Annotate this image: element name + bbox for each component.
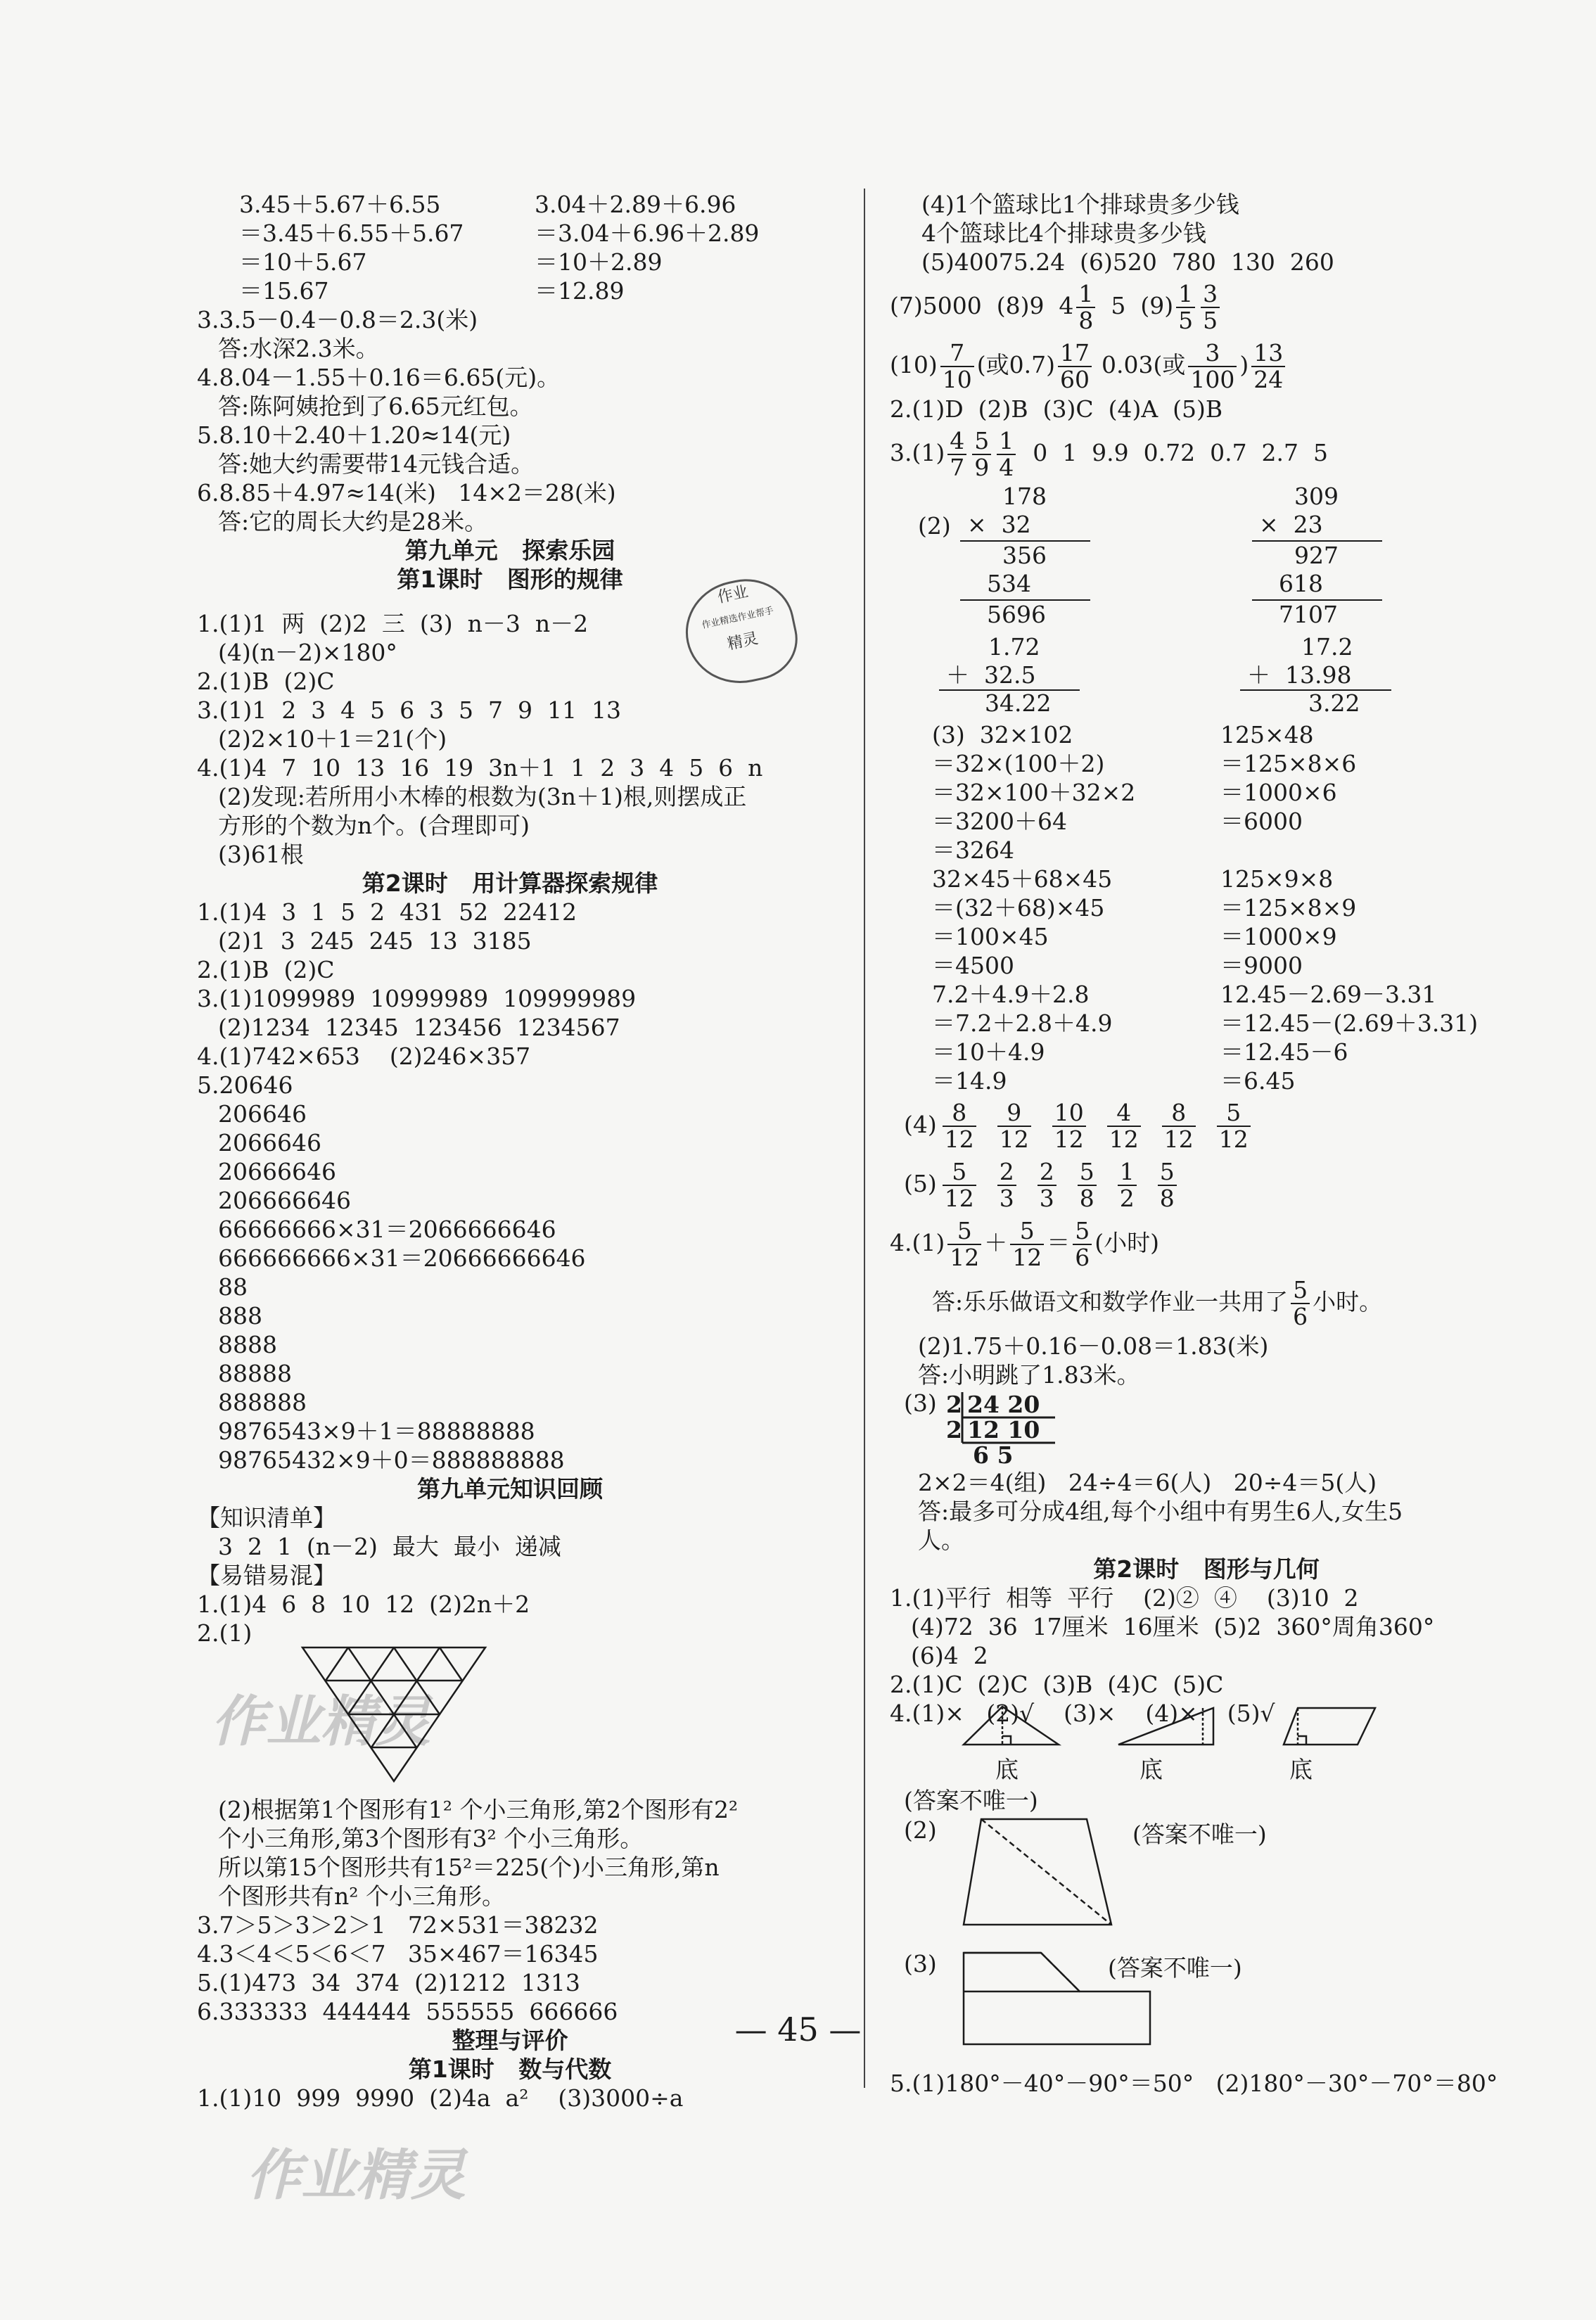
text-line: 答:陈阿姨抢到了6.65元红包。 <box>218 393 533 420</box>
text: 小时。 <box>1313 1288 1383 1315</box>
numerator: 4 <box>1107 1100 1141 1127</box>
text-line: 2.(1)B (2)C <box>197 668 335 695</box>
trapezoid-diagram <box>960 1812 1129 1932</box>
denominator: 9 <box>974 454 990 481</box>
calc-row <box>890 922 1523 951</box>
numerator: 5 <box>972 428 991 455</box>
numerator: 5 <box>1158 1159 1177 1186</box>
denominator: 12 <box>1163 1126 1194 1153</box>
review-answers <box>197 1503 823 1647</box>
denominator: 12 <box>1012 1244 1042 1271</box>
text-line: 88888 <box>218 1360 292 1387</box>
text-line: 答:最多可分成4组,每个小组中有男生6人,女生5 <box>918 1498 1403 1525</box>
denominator: 8 <box>1159 1185 1175 1212</box>
quotient: 12 10 <box>967 1416 1040 1443</box>
denominator: 8 <box>1078 307 1094 334</box>
numerator: 5 <box>1078 1159 1097 1186</box>
calc-left: ＝10＋5.67 <box>239 248 367 276</box>
fraction <box>1188 340 1237 393</box>
text-line: 答:她大约需要带14元钱合适。 <box>218 450 535 478</box>
calc-row <box>197 248 823 276</box>
calc-row <box>890 778 1523 807</box>
text-line: 3.(1)1 2 3 4 5 6 3 5 7 9 11 13 <box>197 696 621 724</box>
left-column <box>197 190 823 2112</box>
fractions-4 <box>890 1095 1523 1154</box>
note: (答案不唯一) <box>1108 1954 1242 1982</box>
numerator: 8 <box>1162 1100 1196 1127</box>
text-line: 3 2 1 (n－2) 最大 最小 递减 <box>218 1533 561 1560</box>
trapezoid-figure <box>890 1812 1523 1946</box>
calc-rows <box>197 190 823 305</box>
text-line: 888 <box>218 1302 262 1330</box>
text-line: (2)2×10＋1＝21(个) <box>218 725 447 753</box>
calc-right: ＝125×8×9 <box>1220 894 1357 922</box>
numerator: 5 <box>947 1218 981 1245</box>
label: (3) <box>904 1950 937 1977</box>
text-line: 3.(1)1099989 10999989 109999989 <box>197 985 637 1012</box>
text-line: 5.(1)473 34 374 (2)1212 1313 <box>197 1969 580 1996</box>
text-line: (6)4 2 <box>911 1642 988 1669</box>
watermark: 作业精灵 <box>246 2144 466 2207</box>
text-line: 206646 <box>218 1100 307 1128</box>
fraction <box>1052 1100 1086 1152</box>
answer-2: 2.(1)D (2)B (3)C (4)A (5)B <box>890 395 1223 423</box>
fraction <box>940 340 974 393</box>
numerator: 8 <box>943 1100 976 1127</box>
denominator: 100 <box>1190 366 1235 393</box>
text-line: 答:水深2.3米。 <box>218 335 379 362</box>
numerator: 1 <box>1176 281 1195 308</box>
denominator: 5 <box>1203 307 1218 334</box>
fraction <box>1038 1159 1056 1211</box>
fraction <box>1010 1218 1044 1270</box>
numerator: 3 <box>1201 281 1220 308</box>
text-line: 88 <box>218 1273 248 1301</box>
text-line: 3.7＞5＞3＞2＞1 72×531＝38232 <box>197 1911 599 1939</box>
numerator: 5 <box>1073 1218 1092 1245</box>
text-line: 888888 <box>218 1389 307 1416</box>
text-line: 6.8.85＋4.97≈14(米) 14×2＝28(米) <box>197 479 616 506</box>
result: 6 5 <box>973 1441 1014 1469</box>
calc-right: 12.45－2.69－3.31 <box>1220 981 1437 1008</box>
calc-left: ＝3200＋64 <box>932 808 1067 835</box>
fraction <box>947 1218 981 1270</box>
text: 答:乐乐做语文和数学作业一共用了 <box>932 1288 1289 1315</box>
text-line: 2.(1)C (2)C (3)B (4)C (5)C <box>890 1671 1224 1698</box>
lesson2-answers <box>197 898 823 1474</box>
calc-left: ＝7.2＋2.8＋4.9 <box>932 1009 1113 1037</box>
text: (5) <box>904 1170 937 1197</box>
calc-right: ＝1000×6 <box>1220 779 1337 806</box>
arith-c: ＋ 32.5 <box>946 661 1036 689</box>
line-7 <box>890 276 1523 336</box>
arith-a: 5696 <box>987 601 1046 628</box>
composite-figure <box>890 1946 1523 2069</box>
calc-row <box>197 219 823 248</box>
numerator: 17 <box>1058 340 1092 367</box>
text-line: 8888 <box>218 1331 277 1358</box>
calc-row <box>890 1009 1523 1038</box>
fraction <box>972 428 991 480</box>
calc-row <box>197 276 823 305</box>
text-line: 个小三角形,第3个图形有3² 个小三角形。 <box>218 1825 644 1852</box>
denominator: 3 <box>1039 1185 1054 1212</box>
calc-left: ＝3.45＋6.55＋5.67 <box>239 219 464 247</box>
dividend: 24 20 <box>967 1391 1040 1418</box>
text: ) <box>1239 351 1249 378</box>
calc-left: ＝10＋4.9 <box>932 1038 1045 1066</box>
text-line: 1.(1)平行 相等 平行 (2)② ④ (3)10 2 <box>890 1584 1359 1612</box>
text-line: 答:小明跳了1.83米。 <box>918 1361 1140 1389</box>
denominator: 12 <box>999 1126 1029 1153</box>
text-line: 1.(1)4 3 1 5 2 431 52 22412 <box>197 898 577 926</box>
text: (10) <box>890 351 938 378</box>
text-line: 6.333333 444444 555555 666666 <box>197 1998 618 2025</box>
numerator: 4 <box>947 428 966 455</box>
numerator: 7 <box>940 340 974 367</box>
text-line: 98765432×9＋0＝888888888 <box>218 1446 565 1474</box>
numerator: 3 <box>1188 340 1237 367</box>
text: 0 1 9.9 0.72 0.7 2.7 5 <box>1033 439 1329 466</box>
text-line: 人。 <box>918 1527 964 1554</box>
calc-row <box>890 720 1523 749</box>
base-label: 底 <box>995 1756 1019 1783</box>
text: (7)5000 (8)9 4 <box>890 292 1074 319</box>
calc-right: ＝6.45 <box>1220 1067 1296 1095</box>
height-figures <box>890 1728 1523 1812</box>
division-lines <box>957 1389 1069 1468</box>
calc-left: ＝32×(100＋2) <box>932 750 1105 777</box>
text-line: (5)40075.24 (6)520 780 130 260 <box>921 248 1334 276</box>
calc-right: ＝6000 <box>1220 808 1303 835</box>
fraction <box>1058 340 1092 393</box>
triangle-figure <box>197 1647 823 1795</box>
text-line: (2)1.75＋0.16－0.08＝1.83(米) <box>918 1332 1269 1360</box>
page-number: — 45 — <box>734 2010 862 2048</box>
text-line: 4.3＜4＜5＜6＜7 35×467＝16345 <box>197 1940 599 1968</box>
text: 4.(1) <box>890 1229 945 1256</box>
calc-row <box>890 980 1523 1009</box>
arith-b: 7107 <box>1279 601 1338 628</box>
fraction <box>947 428 966 480</box>
text-line: 个图形共有n² 个小三角形。 <box>218 1882 505 1910</box>
text: 0.03(或 <box>1101 351 1186 378</box>
fraction <box>1162 1100 1196 1152</box>
calc-left: (3) 32×102 <box>932 721 1073 748</box>
calc-right: ＝125×8×6 <box>1220 750 1357 777</box>
text: (4) <box>904 1111 937 1138</box>
arith-a: 178 <box>1002 483 1047 510</box>
denominator: 10 <box>942 366 972 393</box>
review-title: 第九单元知识回顾 <box>417 1475 603 1503</box>
text-line: 5.8.10＋2.40＋1.20≈14(元) <box>197 421 511 449</box>
question-4 <box>890 1213 1523 1273</box>
calc-right: ＝12.45－(2.69＋3.31) <box>1220 1009 1479 1037</box>
calc-left: ＝4500 <box>932 952 1014 979</box>
calc-right: 125×9×8 <box>1220 865 1334 893</box>
text-line: 方形的个数为n个。(合理即可) <box>218 812 530 839</box>
calc-row <box>197 190 823 219</box>
text-line: 【知识清单】 <box>197 1504 336 1531</box>
arith-a: × 32 <box>967 511 1031 538</box>
numerator: 1 <box>1118 1159 1137 1186</box>
text-line: (2)根据第1个图形有1² 个小三角形,第2个图形有2² <box>218 1796 739 1823</box>
text-line: 4个篮球比4个排球贵多少钱 <box>921 219 1206 247</box>
text-line: 4.8.04－1.55＋0.16＝6.65(元)。 <box>197 364 561 391</box>
denominator: 12 <box>944 1185 974 1212</box>
calc-3 <box>890 720 1523 1095</box>
denominator: 2 <box>1119 1185 1135 1212</box>
question-4-lines <box>890 1332 1523 1389</box>
text-line: 66666666×31＝2066666646 <box>218 1216 556 1243</box>
column-arithmetic <box>890 483 1523 715</box>
calc-left: ＝32×100＋32×2 <box>932 779 1136 806</box>
arith-d: ＋ 13.98 <box>1247 661 1352 689</box>
fraction <box>1217 1100 1251 1152</box>
calc-row <box>890 1066 1523 1095</box>
calc-row <box>890 1038 1523 1066</box>
calc-right: 125×48 <box>1220 721 1314 748</box>
calc-left: ＝3264 <box>932 836 1014 864</box>
fraction <box>997 1100 1031 1152</box>
inverted-triangle-diagram <box>295 1640 506 1788</box>
fraction <box>1107 1100 1141 1152</box>
text-line: 【易错易混】 <box>197 1562 336 1589</box>
label: (3) <box>904 1389 937 1417</box>
calc-row <box>890 951 1523 980</box>
base-label: 底 <box>1289 1756 1313 1783</box>
calc-left: 7.2＋4.9＋2.8 <box>932 981 1090 1008</box>
top-answers <box>890 190 1523 276</box>
denominator: 12 <box>950 1244 980 1271</box>
numerator: 1 <box>997 428 1016 455</box>
arith-c: 1.72 <box>988 633 1040 661</box>
numerator: 5 <box>1291 1277 1310 1304</box>
arith-d: 3.22 <box>1308 689 1360 717</box>
arith-b: 927 <box>1294 542 1339 569</box>
calc-row <box>890 749 1523 778</box>
denominator: 4 <box>999 454 1014 481</box>
text: (小时) <box>1094 1229 1159 1256</box>
calc-left: 32×45＋68×45 <box>932 865 1113 893</box>
text-line: 1.(1)1 两 (2)2 三 (3) n－3 n－2 <box>197 610 589 637</box>
numerator: 9 <box>997 1100 1031 1127</box>
text-line: (2)发现:若所用小木棒的根数为(3n＋1)根,则摆成正 <box>218 783 747 810</box>
stamp-text: 作业 <box>715 582 750 607</box>
numerator: 5 <box>1217 1100 1251 1127</box>
calc-right: ＝9000 <box>1220 952 1303 979</box>
text-line: (2)1234 12345 123456 1234567 <box>218 1014 620 1041</box>
note: (答案不唯一) <box>904 1787 1038 1814</box>
text-line: (3)61根 <box>218 841 304 868</box>
text-line: (4)(n－2)×180° <box>218 639 397 666</box>
fraction <box>997 1159 1016 1211</box>
right-column <box>890 190 1523 2098</box>
text-line: (2)1 3 245 245 13 3185 <box>218 927 532 955</box>
answer-4 <box>890 1273 1523 1332</box>
text-line: 2×2＝4(组) 24÷4＝6(人) 20÷4＝5(人) <box>918 1469 1377 1496</box>
fraction <box>1251 340 1285 393</box>
denominator: 6 <box>1293 1303 1308 1330</box>
numerator: 2 <box>997 1159 1016 1186</box>
arith-b: × 23 <box>1259 511 1323 538</box>
base-label: 底 <box>1139 1756 1163 1783</box>
arith-b: 618 <box>1279 570 1323 597</box>
column-divider <box>864 189 865 2088</box>
text-line: 4.(1)× (2)√ (3)× (4)× (5)√ <box>890 1700 1275 1727</box>
text-line: 答:它的周长大约是28米。 <box>218 508 488 535</box>
denominator: 60 <box>1059 366 1090 393</box>
answer-3 <box>890 423 1523 483</box>
text: 3.(1) <box>890 439 945 466</box>
calc-right: ＝12.89 <box>535 277 625 305</box>
denominator: 3 <box>999 1185 1014 1212</box>
denominator: 5 <box>1178 307 1194 334</box>
numerator: 1 <box>1076 281 1095 308</box>
text: ＝ <box>1047 1229 1071 1256</box>
text-line: 所以第15个图形共有15²＝225(个)小三角形,第n <box>218 1854 720 1881</box>
denominator: 12 <box>944 1126 974 1153</box>
stamp-text: 精灵 <box>725 630 760 654</box>
short-division <box>890 1389 1523 1468</box>
calc-row <box>890 865 1523 893</box>
denominator: 6 <box>1075 1244 1090 1271</box>
numerator: 10 <box>1052 1100 1086 1127</box>
text-line: 4.(1)742×653 (2)246×357 <box>197 1043 531 1070</box>
stamp-text: 作业精选作业帮手 <box>701 605 775 632</box>
fraction <box>943 1159 976 1211</box>
text-line: 9876543×9＋1＝88888888 <box>218 1417 535 1445</box>
text-line: 1.(1)4 6 8 10 12 (2)2n＋2 <box>197 1591 530 1618</box>
fraction <box>1073 1218 1092 1270</box>
calc-right: ＝1000×9 <box>1220 923 1337 950</box>
summary-title: 整理与评价 <box>452 2027 568 2054</box>
note: (答案不唯一) <box>1132 1821 1267 1848</box>
text-line: 2066646 <box>218 1129 321 1156</box>
fraction <box>1078 1159 1097 1211</box>
arith-a: 356 <box>1002 542 1047 569</box>
fraction <box>1176 281 1195 333</box>
arith-a: 534 <box>987 570 1031 597</box>
calc-right: 3.04＋2.89＋6.96 <box>535 191 736 218</box>
text-line: 4.(1)4 7 10 13 16 19 3n＋1 1 2 3 4 5 6 n <box>197 754 763 782</box>
calc-left: ＝100×45 <box>932 923 1049 950</box>
arith-c: 34.22 <box>985 689 1052 717</box>
question-4-lines-b <box>890 1468 1523 1555</box>
text-line: 20666646 <box>218 1158 336 1185</box>
calc-right: ＝12.45－6 <box>1220 1038 1348 1066</box>
lesson1b-title: 第1课时 数与代数 <box>408 2056 612 2083</box>
text: 5 (9) <box>1111 292 1174 319</box>
arith-b: 309 <box>1294 483 1339 510</box>
text-line: 666666666×31＝20666666646 <box>218 1244 586 1272</box>
calc-row <box>890 836 1523 865</box>
text-line: (4)1个篮球比1个排球贵多少钱 <box>921 191 1239 218</box>
denominator: 12 <box>1054 1126 1084 1153</box>
arith-d: 17.2 <box>1301 633 1353 661</box>
denominator: 24 <box>1253 366 1284 393</box>
lesson2-title: 第2课时 图形与几何 <box>1093 1555 1320 1583</box>
fraction <box>997 428 1016 480</box>
fraction <box>943 1100 976 1152</box>
text-line: (4)72 36 17厘米 16厘米 (5)2 360°周角360° <box>911 1613 1435 1640</box>
fraction <box>1201 281 1220 333</box>
divisor: 2 <box>946 1391 962 1418</box>
triangles-parallelogram <box>960 1701 1410 1750</box>
answers-unit8 <box>197 305 823 536</box>
calc-left: ＝(32＋68)×45 <box>932 894 1105 922</box>
divisor: 2 <box>946 1416 962 1443</box>
line-10 <box>890 336 1523 395</box>
review-answers-b <box>197 1795 823 2026</box>
unit9-title: 第九单元 探索乐园 <box>404 537 615 564</box>
lesson2-title: 第2课时 用计算器探索规律 <box>362 869 658 897</box>
numerator: 5 <box>943 1159 976 1186</box>
calc-row <box>890 807 1523 836</box>
denominator: 12 <box>1109 1126 1139 1153</box>
denominator: 7 <box>950 454 965 481</box>
text: ＋ <box>984 1229 1008 1256</box>
fraction <box>1291 1277 1310 1330</box>
text-line: 5.20646 <box>197 1071 293 1099</box>
watermark: 作业精灵 <box>211 1690 431 1754</box>
last-line: 5.(1)180°－40°－90°＝50° (2)180°－30°－70°＝80° <box>890 2070 1498 2097</box>
label: (2) <box>904 1816 937 1844</box>
label: (2) <box>918 512 951 540</box>
numerator: 13 <box>1251 340 1285 367</box>
text-line: 2.(1) <box>197 1619 253 1647</box>
last-line: 1.(1)10 999 9990 (2)4a a² (3)3000÷a <box>197 2084 684 2112</box>
calc-left: 3.45＋5.67＋6.55 <box>239 191 441 218</box>
fractions-5 <box>890 1154 1523 1213</box>
text: (或0.7) <box>976 351 1055 378</box>
text-line: 2.(1)B (2)C <box>197 956 335 983</box>
calc-right: ＝3.04＋6.96＋2.89 <box>535 219 760 247</box>
calc-right: ＝10＋2.89 <box>535 248 663 276</box>
lesson1-title: 第1课时 图形的规律 <box>397 566 623 593</box>
fraction <box>1158 1159 1177 1211</box>
numerator: 5 <box>1010 1218 1044 1245</box>
calc-left: ＝14.9 <box>932 1067 1007 1095</box>
fraction <box>1076 281 1095 333</box>
calc-row <box>890 893 1523 922</box>
denominator: 8 <box>1079 1185 1094 1212</box>
text-line: 3.3.5－0.4－0.8＝2.3(米) <box>197 306 478 333</box>
calc-left: ＝15.67 <box>239 277 329 305</box>
numerator: 2 <box>1038 1159 1056 1186</box>
fraction <box>1118 1159 1137 1211</box>
text-line: 206666646 <box>218 1187 351 1214</box>
denominator: 12 <box>1218 1126 1249 1153</box>
